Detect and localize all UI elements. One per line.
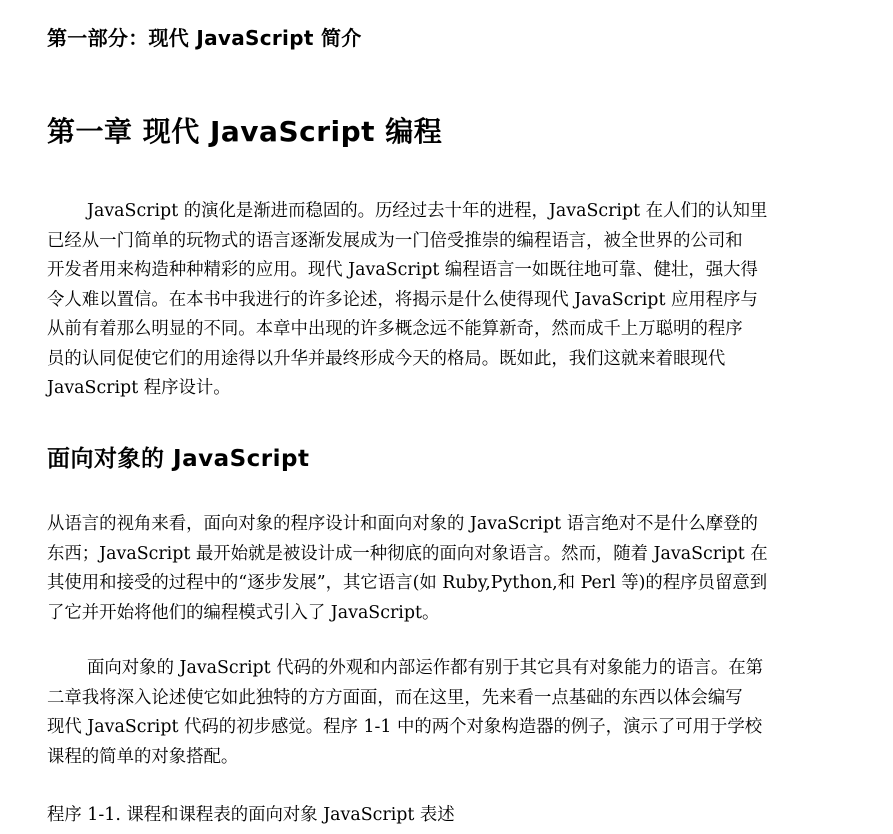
paragraph-line: 现代 JavaScript 代码的初步感觉。程序 1-1 中的两个对象构造器的例子，演示了可用于学校 (47, 717, 763, 737)
paragraph-oop (47, 510, 837, 628)
paragraph-line: 面向对象的 JavaScript 代码的外观和内部运作都有别于其它具有对象能力的语言。在第 (87, 658, 764, 678)
paragraph-line: 令人难以置信。在本书中我进行的许多论述，将揭示是什么使得现代 JavaScript 应用程序与 (47, 289, 758, 310)
section-title: 面向对象的 JavaScript (47, 446, 310, 472)
paragraph-line: 开发者用来构造种种精彩的应用。现代 JavaScript 编程语言一如既往地可靠、健壮，强大得 (47, 260, 758, 280)
chapter-title: 第一章 现代 JavaScript 编程 (47, 115, 443, 148)
part-title: 第一部分：现代 JavaScript 简介 (47, 26, 362, 50)
paragraph-line: 二章我将深入论述使它如此独特的方方面面，而在这里，先来看一点基础的东西以体会编写 (47, 687, 743, 708)
paragraph-line: 员的认同促使它们的用途得以升华并最终形成今天的格局。既如此，我们这就来着眼现代 (47, 348, 726, 369)
paragraph-line: JavaScript 程序设计。 (47, 378, 231, 398)
paragraph-line: 课程的简单的对象搭配。 (47, 746, 239, 767)
paragraph-intro (47, 197, 837, 404)
listing-caption: 程序 1-1. 课程和课程表的面向对象 JavaScript 表述 (47, 805, 455, 825)
paragraph-line: 了它并开始将他们的编程模式引入了 JavaScript。 (47, 602, 440, 623)
paragraph-line: 从语言的视角来看，面向对象的程序设计和面向对象的 JavaScript 语言绝对不是什么摩登的 (47, 514, 758, 534)
paragraph-line: 从前有着那么明显的不同。本章中出现的许多概念远不能算新奇，然而成千上万聪明的程序 (47, 319, 743, 339)
paragraph-line: 其使用和接受的过程中的“逐步发展”，其它语言(如 Ruby,Python,和 Perl 等)的程序员留意到 (47, 573, 768, 593)
paragraph-line: JavaScript 的演化是渐进而稳固的。历经过去十年的进程，JavaScript 在人们的认知里 (87, 201, 768, 221)
paragraph-line: 东西；JavaScript 最开始就是被设计成一种彻底的面向对象语言。然而，随着 JavaScript 在 (47, 543, 768, 564)
paragraph-line: 已经从一门简单的玩物式的语言逐渐发展成为一门倍受推崇的编程语言，被全世界的公司和 (47, 230, 743, 251)
paragraph-code-intro (47, 654, 837, 772)
